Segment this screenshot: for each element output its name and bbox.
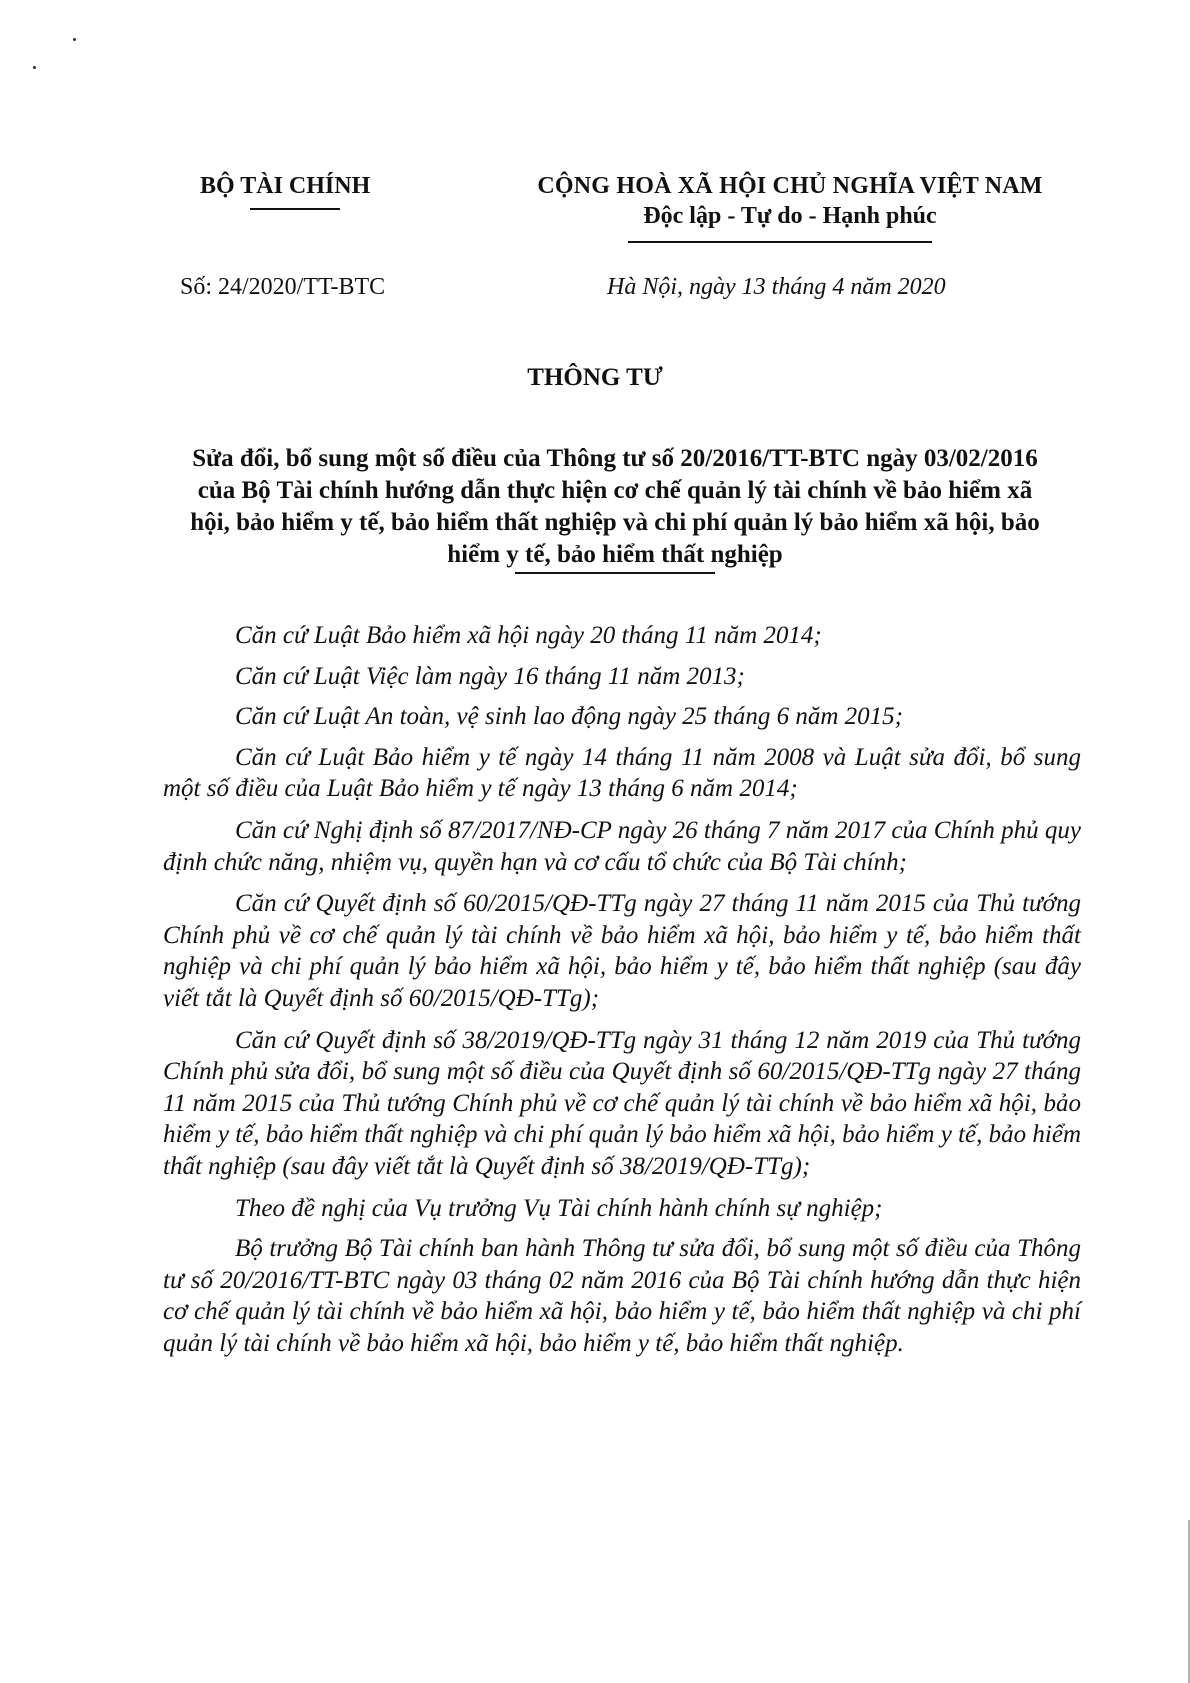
document-number: Số: 24/2020/TT-BTC bbox=[180, 274, 386, 300]
legal-bases bbox=[163, 620, 1081, 1369]
document-summary: Sửa đổi, bổ sung một số điều của Thông tư số 20/2016/TT-BTC ngày 03/02/2016 của Bộ Tài chính hướng dẫn thực hiện cơ chế quản lý tài chính về bảo hiểm xã hội, bảo hiểm y tế, bảo hiểm thất nghiệp và chi phí quản lý bảo hiểm xã hội, bảo hiểm y tế, bảo hiểm thất nghiệp bbox=[190, 445, 1040, 568]
scan-speck bbox=[33, 66, 36, 69]
summary-underline bbox=[515, 572, 715, 574]
legal-basis-item: Căn cứ Luật An toàn, vệ sinh lao động ngày 25 tháng 6 năm 2015; bbox=[235, 703, 904, 731]
legal-basis-item: Căn cứ Luật Bảo hiểm xã hội ngày 20 tháng 11 năm 2014; bbox=[235, 622, 822, 649]
legal-basis-item: Theo đề nghị của Vụ trưởng Vụ Tài chính hành chính sự nghiệp; bbox=[235, 1194, 883, 1222]
legal-basis-item: Căn cứ Quyết định số 60/2015/QĐ-TTg ngày 27 tháng 11 năm 2015 của Thủ tướng Chính phủ về cơ chế quản lý tài chính về bảo hiểm xã hội, bảo hiểm y tế, bảo hiểm thất nghiệp và chi phí quản lý bảo hiểm xã hội, bảo hiểm y tế, bảo hiểm thất nghiệp (sau đây viết tắt là Quyết định số 60/2015/QĐ-TTg); bbox=[163, 890, 1081, 1012]
legal-basis-item: Căn cứ Nghị định số 87/2017/NĐ-CP ngày 26 tháng 7 năm 2017 của Chính phủ quy định chức năng, nhiệm vụ, quyền hạn và cơ cấu tổ chức của Bộ Tài chính; bbox=[163, 816, 1081, 876]
agency-underline bbox=[250, 208, 340, 210]
legal-basis-item: Căn cứ Quyết định số 38/2019/QĐ-TTg ngày 31 tháng 12 năm 2019 của Thủ tướng Chính phủ sửa đổi, bổ sung một số điều của Quyết định số 60/2015/QĐ-TTg ngày 27 tháng 11 năm 2015 của Thủ tướng Chính phủ về cơ chế quản lý tài chính về bảo hiểm xã hội, bảo hiểm y tế, bảo hiểm thất nghiệp và chi phí quản lý bảo hiểm xã hội, bảo hiểm y tế, bảo hiểm thất nghiệp (sau đây viết tắt là Quyết định số 38/2019/QĐ-TTg); bbox=[163, 1026, 1081, 1180]
legal-basis-item: Căn cứ Luật Bảo hiểm y tế ngày 14 tháng 11 năm 2008 và Luật sửa đổi, bổ sung một số điều của Luật Bảo hiểm y tế ngày 13 tháng 6 năm 2014; bbox=[163, 743, 1081, 803]
national-title: CỘNG HOÀ XÃ HỘI CHỦ NGHĨA VIỆT NAM bbox=[537, 173, 1043, 199]
legal-basis-item: Bộ trưởng Bộ Tài chính ban hành Thông tư sửa đổi, bổ sung một số điều của Thông tư số 20/2016/TT-BTC ngày 03 tháng 02 năm 2016 của Bộ Tài chính hướng dẫn thực hiện cơ chế quản lý tài chính về bảo hiểm xã hội, bảo hiểm y tế, bảo hiểm thất nghiệp và chi phí quản lý tài chính về bảo hiểm xã hội, bảo hiểm y tế, bảo hiểm thất nghiệp. bbox=[163, 1235, 1081, 1357]
legal-basis-item: Căn cứ Luật Việc làm ngày 16 tháng 11 năm 2013; bbox=[235, 662, 745, 690]
national-motto: Độc lập - Tự do - Hạnh phúc bbox=[643, 203, 937, 229]
motto-underline bbox=[628, 241, 932, 243]
scan-speck bbox=[73, 38, 76, 41]
place-and-date: Hà Nội, ngày 13 tháng 4 năm 2020 bbox=[607, 274, 946, 300]
issuing-agency: BỘ TÀI CHÍNH bbox=[200, 173, 371, 199]
document-type-heading: THÔNG TƯ bbox=[527, 364, 663, 391]
